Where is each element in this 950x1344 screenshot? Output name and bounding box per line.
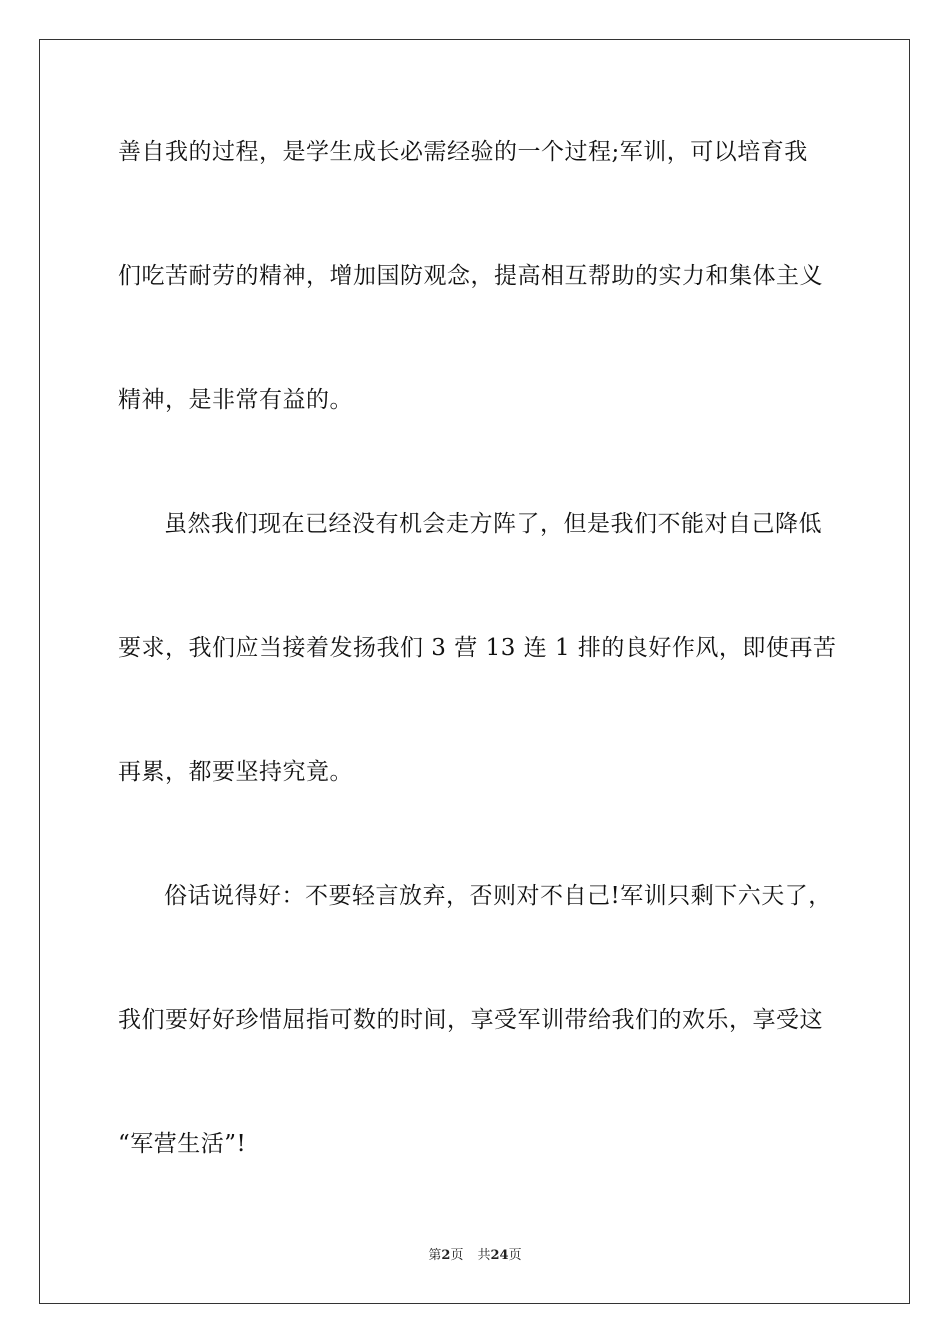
text-line: 精神，是非常有益的。 (118, 387, 353, 413)
text-line: 善自我的过程，是学生成长必需经验的一个过程;军训，可以培育我 (118, 139, 808, 165)
paragraph-start-line: 俗话说得好：不要轻言放弃，否则对不自己!军训只剩下六天了， (164, 883, 832, 909)
text-line: 要求，我们应当接着发扬我们 3 营 13 连 1 排的良好作风，即使再苦 (118, 635, 837, 661)
text-line: 们吃苦耐劳的精神，增加国防观念，提高相互帮助的实力和集体主义 (118, 263, 823, 289)
footer-page-number: 2 (441, 1248, 451, 1263)
paragraph-start-line: 虽然我们现在已经没有机会走方阵了，但是我们不能对自己降低 (164, 511, 822, 537)
footer-total-suffix: 页 (508, 1248, 522, 1263)
footer-total-pages: 24 (490, 1248, 509, 1263)
text-line: 我们要好好珍惜屈指可数的时间，享受军训带给我们的欢乐，享受这 (118, 1007, 823, 1033)
page-border (39, 39, 910, 1304)
page-footer (0, 1247, 950, 1265)
footer-total-prefix: 共 (477, 1248, 491, 1263)
text-line: 再累，都要坚持究竟。 (118, 759, 353, 785)
footer-page-suffix: 页 (450, 1248, 464, 1263)
text-line: “军营生活”! (118, 1131, 247, 1157)
footer-page-prefix: 第 (428, 1248, 442, 1263)
